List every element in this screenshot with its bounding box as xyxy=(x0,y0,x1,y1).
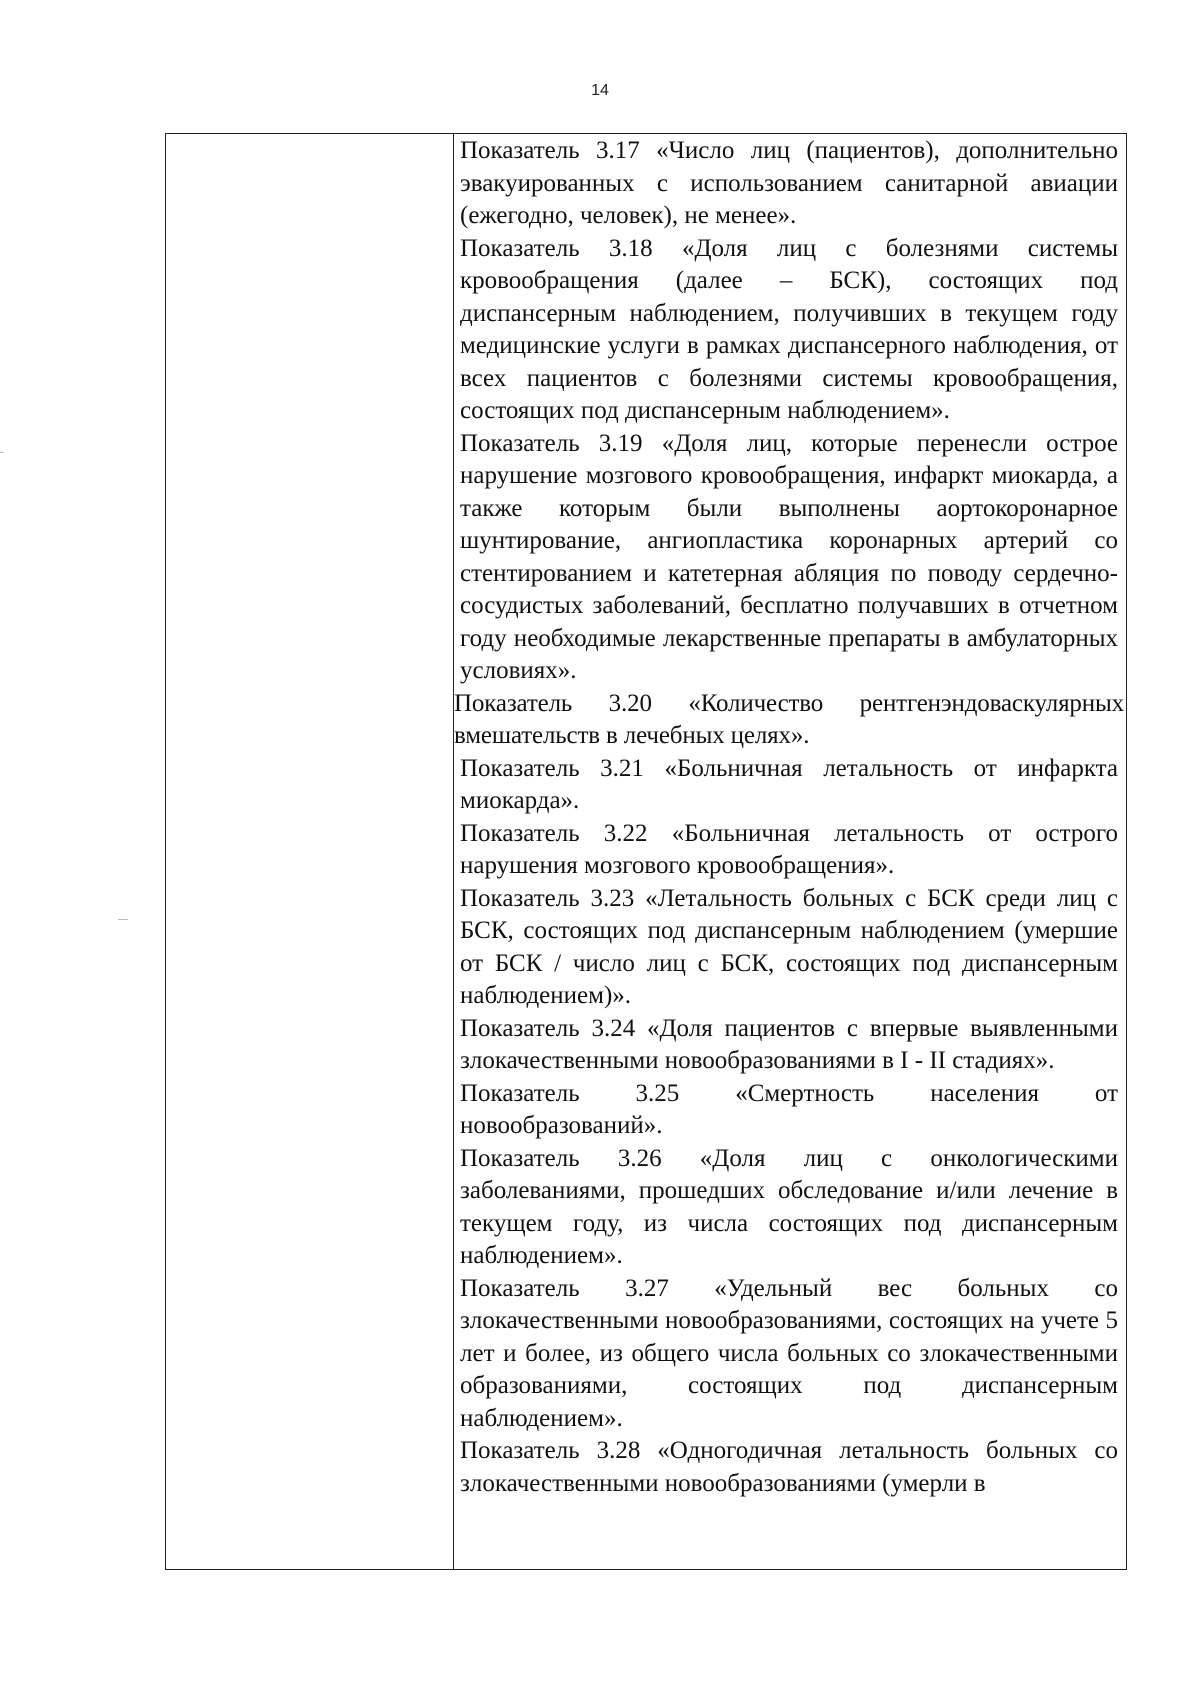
indicator-paragraph-3-23: Показатель 3.23 «Летальность больных с БСК среди лиц с БСК, состоящих под диспансерным наблюдением (умершие от БСК / число лиц с БСК, состоящих под диспансерным наблюдением)». xyxy=(460,884,1118,1009)
document-table xyxy=(165,133,1127,1570)
indicator-paragraph-3-18: Показатель 3.18 «Доля лиц с болезнями системы кровообращения (далее – БСК), состоящих под диспансерным наблюдением, получивших в текущем году медицинские услуги в рамках диспансерного наблюдения, от всех пациентов с болезнями системы кровообращения, состоящих под диспансерным наблюдением». xyxy=(460,234,1118,424)
indicator-paragraph-3-25: Показатель 3.25 «Смертность населения от новообразований». xyxy=(460,1079,1118,1139)
scan-margin-mark xyxy=(118,919,128,920)
indicator-paragraph-3-28: Показатель 3.28 «Одногодичная летальность больных со злокачественными новообразованиями (умерли в xyxy=(460,1437,1118,1497)
scan-margin-mark xyxy=(0,452,4,453)
indicator-paragraph-3-20: Показатель 3.20 «Количество рентгенэндоваскулярных вмешательств в лечебных целях». xyxy=(454,689,1124,749)
indicator-paragraph-3-17: Показатель 3.17 «Число лиц (пациентов), дополнительно эвакуированных с использованием санитарной авиации (ежегодно, человек), не менее». xyxy=(460,137,1118,229)
indicator-paragraph-3-27: Показатель 3.27 «Удельный вес больных со злокачественными новообразованиями, состоящих на учете 5 лет и более, из общего числа больных со злокачественными образованиями, состоящих под диспансерным наблюдением». xyxy=(460,1274,1118,1432)
indicator-paragraph-3-21: Показатель 3.21 «Больничная летальность от инфаркта миокарда». xyxy=(460,754,1118,814)
indicator-paragraph-3-26: Показатель 3.26 «Доля лиц с онкологическими заболеваниями, прошедших обследование и/или лечение в текущем году, из числа состоящих под диспансерным наблюдением». xyxy=(460,1144,1118,1269)
table-left-column xyxy=(166,134,454,1569)
indicator-paragraph-3-19: Показатель 3.19 «Доля лиц, которые перенесли острое нарушение мозгового кровообращения, инфаркт миокарда, а также которым были выполнены аортокоронарное шунтирование, ангиопластика коронарных артерий со стентированием и катетерная абляция по поводу сердечно-сосудистых заболеваний, бесплатно получавших в отчетном году необходимые лекарственные препараты в амбулаторных условиях». xyxy=(460,429,1118,684)
table-right-column xyxy=(454,134,1126,1569)
indicator-paragraph-3-22: Показатель 3.22 «Больничная летальность от острого нарушения мозгового кровообращения». xyxy=(460,819,1118,879)
page-number: 14 xyxy=(591,82,609,99)
indicator-paragraph-3-24: Показатель 3.24 «Доля пациентов с впервые выявленными злокачественными новообразованиями в I - II стадиях». xyxy=(460,1014,1118,1074)
